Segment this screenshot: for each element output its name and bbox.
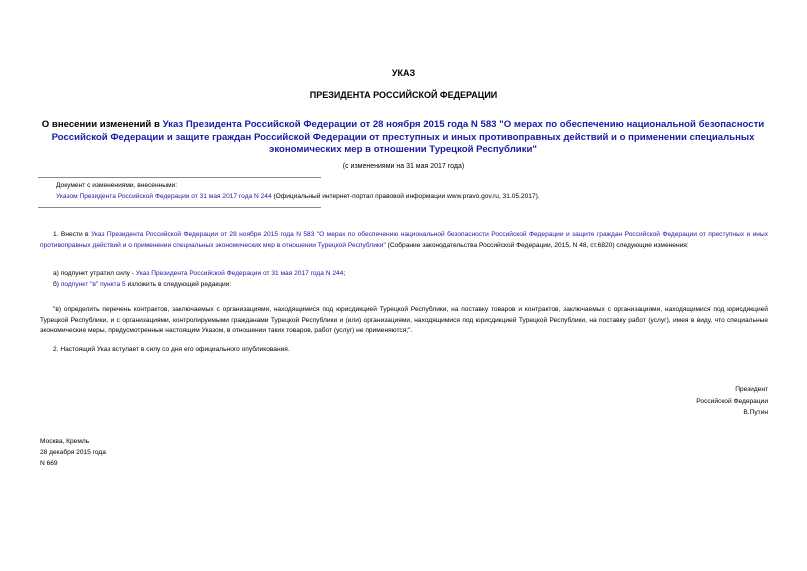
revision-line	[56, 192, 540, 202]
issuer-title: ПРЕЗИДЕНТА РОССИЙСКОЙ ФЕДЕРАЦИИ	[309, 90, 498, 100]
pa-suffix: ;	[343, 270, 346, 277]
divider-bottom	[38, 207, 321, 208]
pa-prefix: а) подпункт утратил силу -	[53, 270, 136, 277]
revision-intro: Документ с изменениями, внесенными:	[56, 182, 178, 189]
pb-prefix: б)	[53, 281, 61, 288]
document-type-title: УКАЗ	[391, 68, 416, 78]
decree-number: N 669	[40, 460, 58, 467]
pb-clause-link[interactable]: подпункт "в" пункта 5	[60, 281, 126, 288]
amendment-note: (с изменениями на 31 мая 2017 года)	[342, 163, 465, 170]
signature-country: Российской Федерации	[696, 397, 768, 405]
heading-prefix: О внесении изменений в	[41, 119, 163, 130]
decree-244-link[interactable]: Указом Президента Российской Федерации от 31 мая 2017 года N 244	[56, 193, 272, 200]
place-date: 28 декабря 2015 года	[40, 449, 106, 456]
p1-suffix: (Собрание законодательства Российской Федерации, 2015, N 48, ст.6820) следующие изменения:	[385, 241, 689, 249]
paragraph-1	[40, 230, 768, 251]
divider-top	[38, 177, 321, 178]
signature-position: Президент	[735, 386, 768, 393]
paragraph-2: 2. Настоящий Указ вступает в силу со дня его официального опубликования.	[53, 346, 290, 353]
document-heading	[28, 119, 778, 157]
subparagraph-a	[53, 269, 753, 280]
place-city: Москва, Кремль	[40, 438, 90, 445]
place-date-block	[40, 436, 106, 469]
decree-583-link[interactable]: Указ Президента Российской Федерации от 28 ноября 2015 года N 583 "О мерах по обеспечению национальной безопасности Российской Федерации и защите граждан Российской Федерации от преступных и иных противоправных действий и о применении специальных экономических мер в отношении Турецкой Республики"	[51, 119, 765, 155]
p1-prefix: 1. Внести в	[53, 231, 91, 238]
pb-suffix: изложить в следующей редакции:	[125, 281, 232, 288]
subparagraph-b	[53, 280, 753, 291]
signature-block	[696, 384, 768, 419]
p1-decree-link[interactable]: Указ Президента Российской Федерации от 28 ноября 2015 года N 583 "О мерах по обеспечению национальной безопасности Российской Федерации и защите граждан Российской Федерации от преступных и иных противоправных действий и о применении специальных экономических мер в отношении Турецкой Республики"	[40, 231, 768, 249]
signature-name: В.Путин	[743, 409, 768, 416]
revision-source: (Официальный интернет-портал правовой информации www.pravo.gov.ru, 31.05.2017).	[271, 193, 540, 200]
quoted-clause: "в) определить перечень контрактов, заключаемых с организациями, находящимися под юрисдикцией Турецкой Республики, на поставку товаров и контрактов, заключаемых с организациями, находящимися под юрисдикцией Турецкой Республики, и с организациями, контролируемыми гражданами Турецкой Республики и (или) организациями, находящимися под юрисдикцией Турецкой Республики, на поставку работ (услуг), имея в виду, что специальные экономические меры, предусмотренные настоящим Указом, в отношении таких товаров, работ (услуг) не применяются;".	[40, 306, 768, 334]
pa-decree-link[interactable]: Указ Президента Российской Федерации от 31 мая 2017 года N 244	[135, 270, 344, 277]
